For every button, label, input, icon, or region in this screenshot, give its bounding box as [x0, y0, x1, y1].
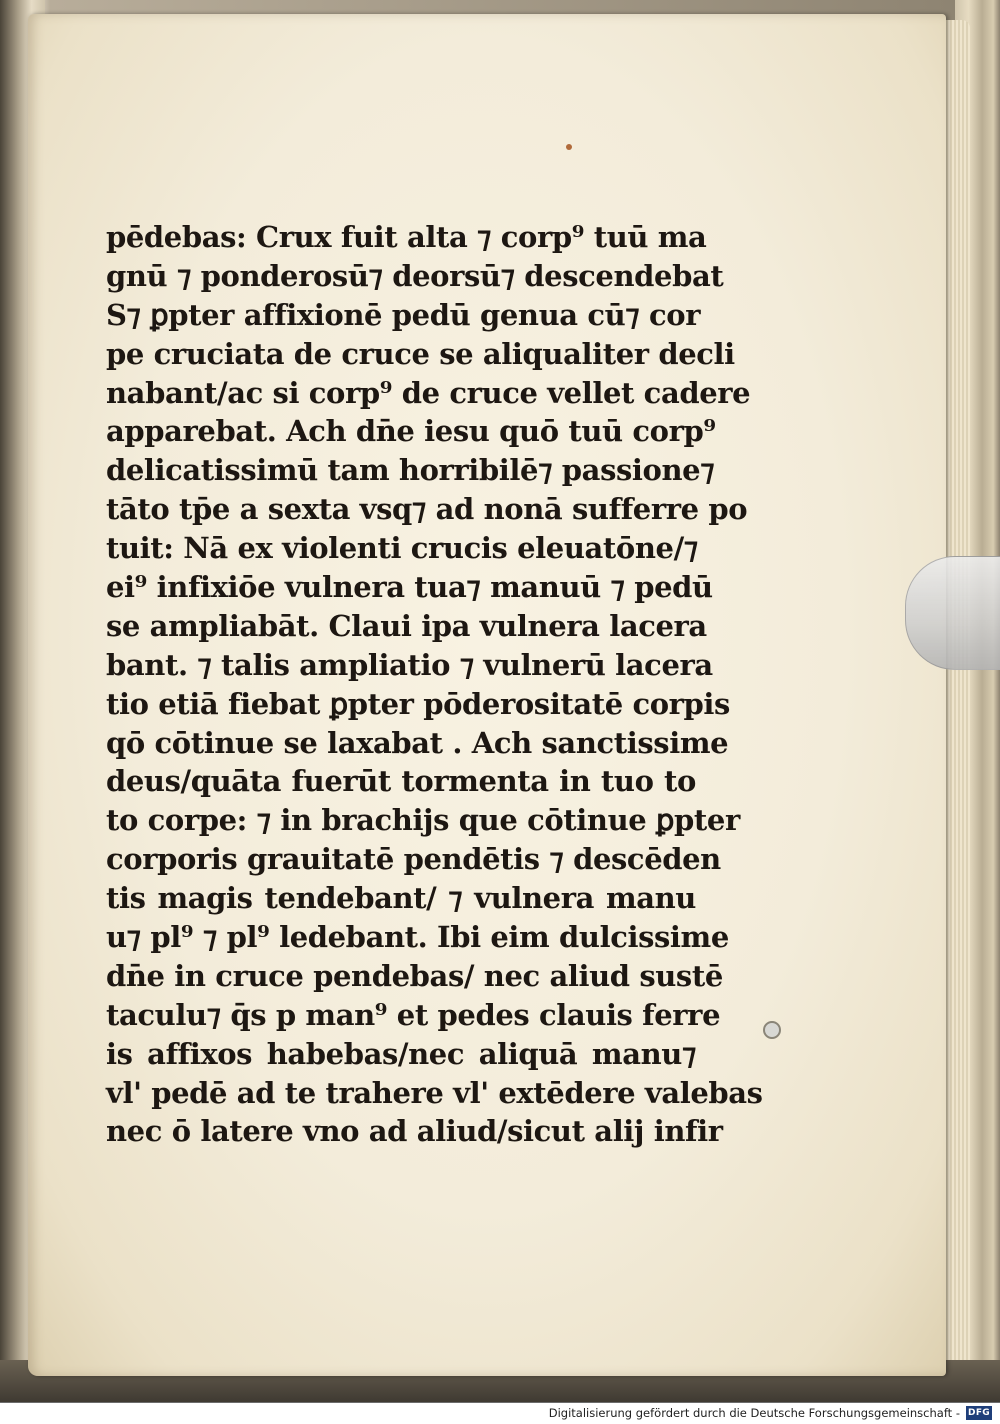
text-line: pe cruciata de cruce se aliqualiter decli	[106, 336, 735, 371]
text-line: qō cōtinue se laxabat . Ach sanctissime	[106, 725, 729, 760]
text-line: bant. ⁊ talis ampliatio ⁊ vulnerū lacera	[106, 647, 713, 682]
text-line: u⁊ pl⁹ ⁊ pl⁹ ledebant. Ibi eim dulcissime	[106, 920, 729, 955]
funding-credit: Digitalisierung gefördert durch die Deutsche Forschungsgemeinschaft -	[548, 1406, 960, 1420]
text-line: tuit: Nā ex violenti crucis eleuatōne/⁊	[106, 531, 698, 566]
text-line: tio etiā fiebat ꝑpter pōderositatē corpis	[106, 686, 730, 721]
plastic-page-clip	[905, 556, 1000, 670]
text-line: to corpe: ⁊ in brachijs que cōtinue ꝑpter	[106, 803, 740, 838]
text-line: ei⁹ infixiōe vulnera tua⁊ manuū ⁊ pedū	[106, 570, 713, 605]
text-line: tāto tp̄e a sexta vsq⁊ ad nonā sufferre po	[106, 492, 748, 527]
text-line: se ampliabāt. Claui ipa vulnera lacera	[106, 608, 707, 643]
footer-bar	[0, 1402, 1000, 1424]
paper-hole	[763, 1021, 781, 1039]
text-line: vl' pedē ad te trahere vl' extēdere valebas	[106, 1075, 763, 1110]
printed-text-block	[106, 218, 763, 1151]
text-line: delicatissimū tam horribilē⁊ passione⁊	[106, 453, 715, 488]
text-line: corporis grauitatē pendētis ⁊ descēden	[106, 842, 721, 877]
text-line: deus/quāta fuerūt tormenta in tuo to	[106, 764, 696, 799]
text-line: tis magis tendebant/ ⁊ vulnera manu	[106, 881, 696, 916]
paper-speck	[566, 144, 572, 150]
text-line: nec ō latere vno ad aliud/sicut alij infir	[106, 1114, 723, 1149]
text-line: apparebat. Ach dn̄e iesu quō tuū corp⁹	[106, 414, 716, 449]
dfg-logo: DFG	[966, 1406, 992, 1420]
text-line: is affixos habebas/nec aliquā manu⁊	[106, 1036, 696, 1071]
text-line: taculu⁊ q̄s p man⁹ et pedes clauis ferre	[106, 997, 721, 1032]
text-line: S⁊ ꝑpter affixionē pedū genua cū⁊ cor	[106, 297, 701, 332]
text-line: pēdebas: Crux fuit alta ⁊ corp⁹ tuū ma	[106, 220, 707, 254]
text-line: dn̄e in cruce pendebas/ nec aliud sustē	[106, 958, 723, 993]
text-line: gnū ⁊ ponderosū⁊ deorsū⁊ descendebat	[106, 258, 724, 293]
text-line: nabant/ac si corp⁹ de cruce vellet cadere	[106, 375, 751, 410]
